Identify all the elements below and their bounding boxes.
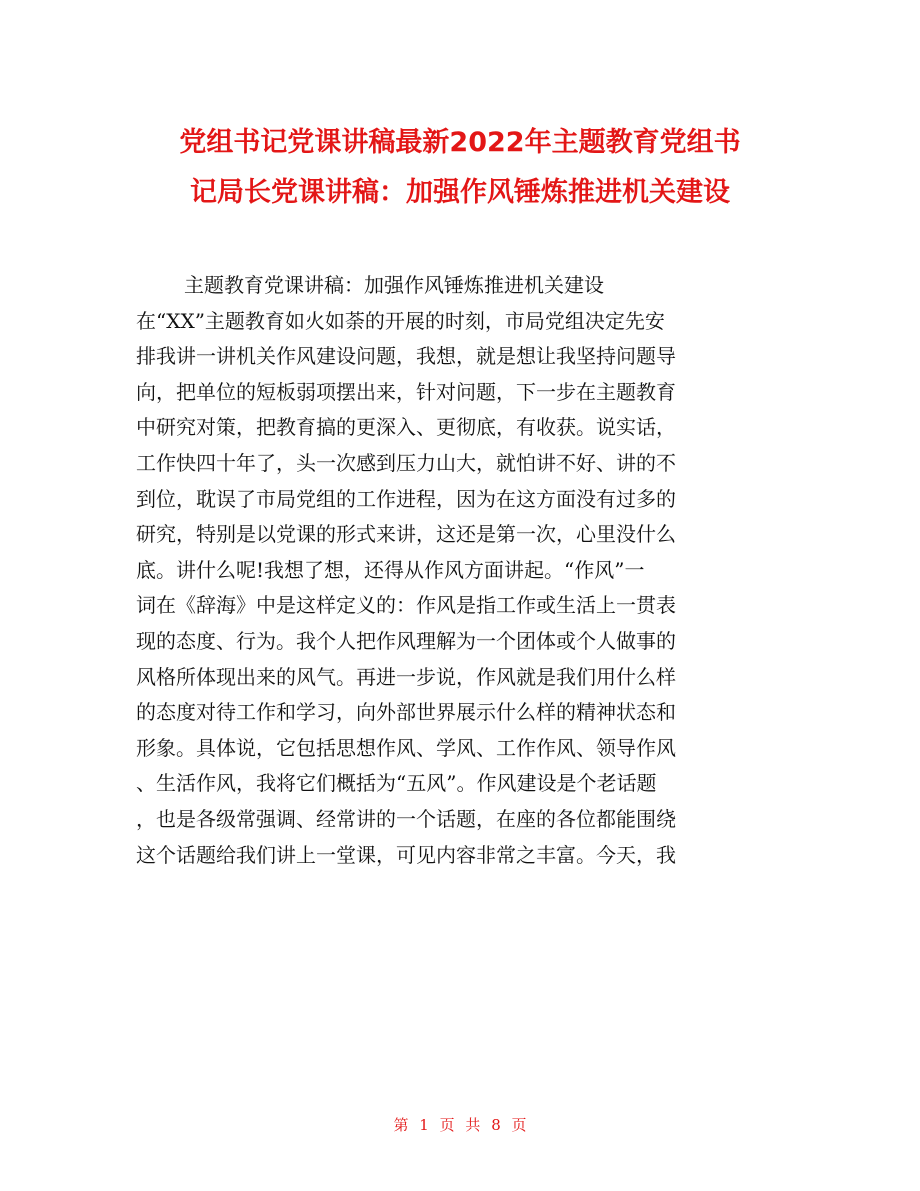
body-line: 在“XX”主题教育如火如荼的开展的时刻，市局党组决定先安 [136,308,665,333]
body-line: ，也是各级常强调、经常讲的一个话题，在座的各位都能围绕 [136,806,676,831]
body-line: 风格所体现出来的风气。再进一步说，作风就是我们用什么样 [136,664,676,689]
footer-suffix: 页 [511,1116,527,1134]
footer-page-word: 页 [439,1116,455,1134]
body-line: 现的态度、行为。我个人把作风理解为一个团体或个人做事的 [136,628,676,653]
footer-current-page: 1 [419,1116,429,1134]
page-footer [0,1114,920,1135]
document-title [120,118,800,218]
title-line-2: 记局长党课讲稿：加强作风锤炼推进机关建设 [190,177,730,208]
body-line: 、生活作风，我将它们概括为“五风”。作风建设是个老话题 [136,771,657,796]
body-line: 排我讲一讲机关作风建设问题，我想，就是想让我坚持问题导 [136,344,676,369]
body-line: 向，把单位的短板弱项摆出来，针对问题，下一步在主题教育 [136,379,676,404]
body-line: 到位，耽误了市局党组的工作进程，因为在这方面没有过多的 [136,486,676,511]
document-body [136,268,786,873]
body-line: 的态度对待工作和学习，向外部世界展示什么样的精神状态和 [136,700,676,725]
body-line: 工作快四十年了，头一次感到压力山大，就怕讲不好、讲的不 [136,450,676,475]
footer-total-pages: 8 [491,1116,501,1134]
title-line-1: 党组书记党课讲稿最新2022年主题教育党组书 [179,127,741,158]
body-line: 词在《辞海》中是这样定义的：作风是指工作或生活上一贯表 [136,593,676,618]
footer-total-word: 共 [465,1116,481,1134]
body-line: 底。讲什么呢!我想了想，还得从作风方面讲起。“作风”一 [136,557,645,582]
body-line: 中研究对策，把教育搞的更深入、更彻底，有收获。说实话， [136,415,676,440]
body-line: 研究，特别是以党课的形式来讲，这还是第一次，心里没什么 [136,522,676,547]
body-line: 形象。具体说，它包括思想作风、学风、工作作风、领导作风 [136,735,676,760]
body-line: 这个话题给我们讲上一堂课，可见内容非常之丰富。今天，我 [136,842,676,867]
body-line-subtitle: 主题教育党课讲稿：加强作风锤炼推进机关建设 [184,273,604,297]
footer-prefix: 第 [393,1116,409,1134]
